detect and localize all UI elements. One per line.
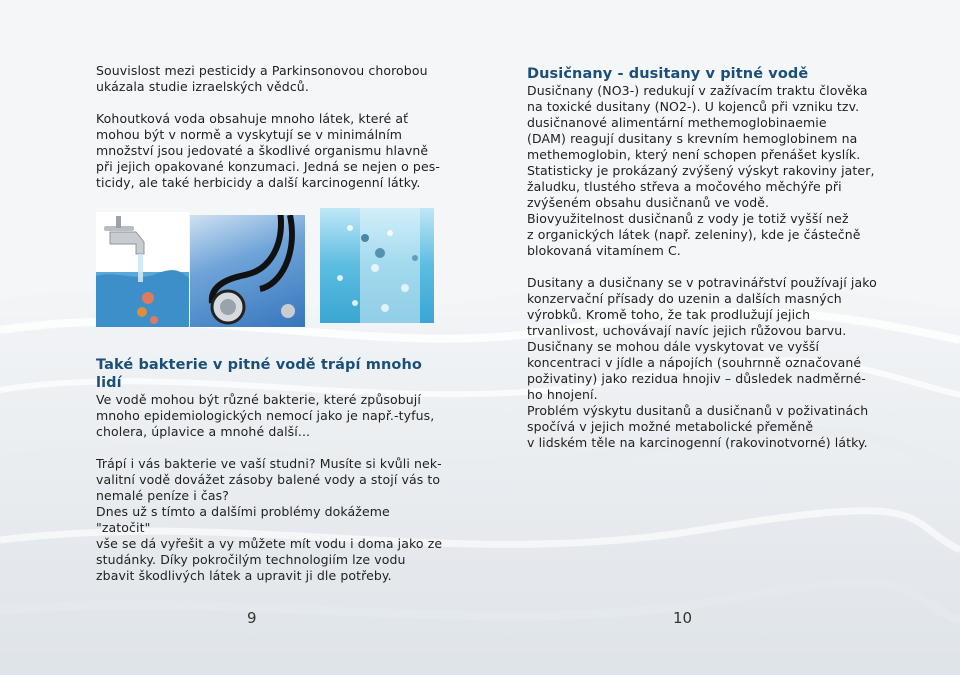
tap-water-line: mohou být v normě a vyskytují se v minimálním bbox=[96, 127, 403, 142]
nitrates-heading: Dusičnany - dusitany v pitné vodě bbox=[527, 66, 809, 82]
nitrate-line: na toxické dusitany (NO2-). U kojenců při vzniku tzv. bbox=[527, 99, 860, 114]
food-line: trvanlivost, uchovávají navíc jejich růžovou barvu. bbox=[527, 323, 847, 338]
faucet-photo bbox=[96, 212, 189, 327]
nitrate-line: žaludku, tlustého střeva a močového měchýře při bbox=[527, 179, 842, 194]
nitrate-line: z organických látek (např. zeleniny), kde je částečně bbox=[527, 227, 861, 242]
tap-water-line: množství jsou jedovaté a škodlivé organismu hlavně bbox=[96, 143, 429, 158]
food-line: konzervační přísady do uzenin a dalších masných bbox=[527, 291, 842, 306]
bacteria-line: Ve vodě mohou být různé bakterie, které způsobují bbox=[96, 392, 421, 407]
well-line: Trápí i vás bakterie ve vaší studni? Musíte si kvůli nek- bbox=[96, 456, 442, 471]
left-page-top-text bbox=[96, 63, 446, 191]
intro-line: ukázala studie izraelských vědců. bbox=[96, 79, 309, 94]
page-number-right: 10 bbox=[673, 609, 693, 627]
tap-water-line: Kohoutková voda obsahuje mnoho látek, které ať bbox=[96, 111, 409, 126]
bacteria-line: cholera, úplavice a mnohé další... bbox=[96, 424, 311, 439]
nitrate-line: (DAM) reagují dusitany s krevním hemoglobinem na bbox=[527, 131, 858, 146]
well-line: valitní vodě dovážet zásoby balené vody a stojí vás to bbox=[96, 472, 441, 487]
nitrate-line: Dusičnany (NO3-) redukují v zažívacím traktu člověka bbox=[527, 83, 868, 98]
right-page-text bbox=[527, 65, 882, 451]
nitrate-line: methemoglobin, který není schopen přenášet kyslík. bbox=[527, 147, 861, 162]
food-line: spočívá v jejich možné metabolické přeměně bbox=[527, 419, 814, 434]
food-line: Dusitany a dusičnany se v potravinářství používají jako bbox=[527, 275, 877, 290]
tap-water-line: při jejich opakované konzumaci. Jedná se nejen o pes- bbox=[96, 159, 440, 174]
well-line: vše se dá vyřešit a vy můžete mít vodu i doma jako ze bbox=[96, 536, 443, 551]
food-line: výrobků. Kromě toho, že tak prodlužují jejich bbox=[527, 307, 811, 322]
page-number-left: 9 bbox=[247, 609, 257, 627]
well-line: Dnes už s tímto a dalšími problémy dokážeme "zatočit" bbox=[96, 504, 390, 535]
food-line: poživatiny) jako rezidua hnojiv – důsledek nadměrné- bbox=[527, 371, 866, 386]
nitrate-line: Biovyužitelnost dusičnanů z vody je totiž vyšší než bbox=[527, 211, 849, 226]
well-line: studánky. Díky pokročilým technologiím lze vodu bbox=[96, 552, 406, 567]
nitrate-line: zvýšeném obsahu dusičnanů ve vodě. bbox=[527, 195, 770, 210]
left-page-bottom-text bbox=[96, 356, 446, 584]
food-line: koncentraci v jídle a nápojích (souhrnně označované bbox=[527, 355, 862, 370]
bacteria-line: mnoho epidemiologických nemocí jako je např.-tyfus, bbox=[96, 408, 435, 423]
nitrate-line: Statisticky je prokázaný zvýšený výskyt rakoviny jater, bbox=[527, 163, 875, 178]
food-line: Dusičnany se mohou dále vyskytovat ve vyšší bbox=[527, 339, 820, 354]
food-line: Problém výskytu dusitanů a dusičnanů v poživatinách bbox=[527, 403, 869, 418]
well-line: nemalé peníze i čas? bbox=[96, 488, 229, 503]
food-line: v lidském těle na karcinogenní (rakovinotvorné) látky. bbox=[527, 435, 868, 450]
water-bubbles-photo bbox=[320, 208, 434, 323]
nitrate-line: blokovaná vitamínem C. bbox=[527, 243, 681, 258]
stethoscope-photo bbox=[190, 215, 305, 327]
food-line: ho hnojení. bbox=[527, 387, 598, 402]
tap-water-line: ticidy, ale také herbicidy a další karcinogenní látky. bbox=[96, 175, 421, 190]
nitrate-line: dusičnanové alimentární methemoglobinaemie bbox=[527, 115, 827, 130]
well-line: zbavit škodlivých látek a upravit ji dle potřeby. bbox=[96, 568, 392, 583]
bacteria-heading: Také bakterie v pitné vodě trápí mnoho lidí bbox=[96, 357, 422, 391]
intro-line: Souvislost mezi pesticidy a Parkinsonovou chorobou bbox=[96, 63, 428, 78]
